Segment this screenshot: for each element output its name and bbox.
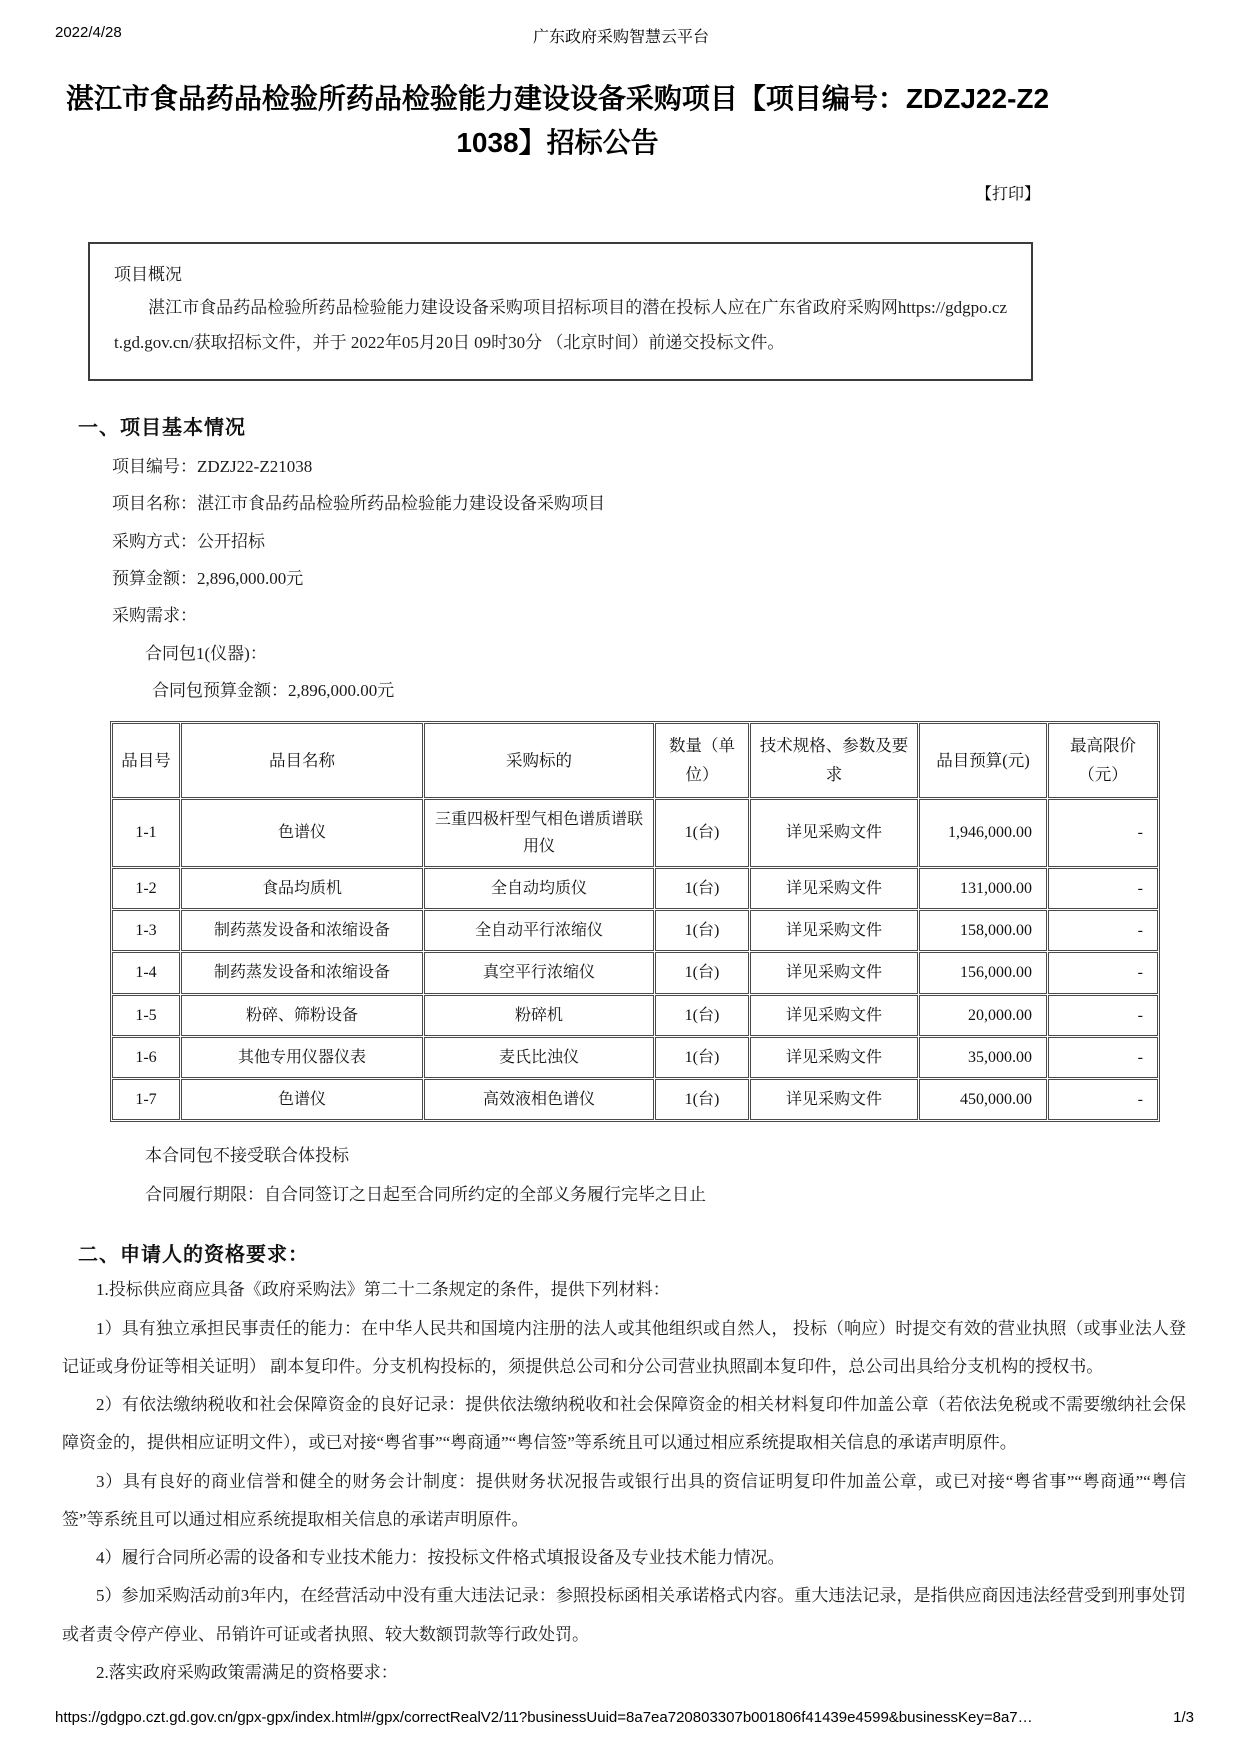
procurement-target-cell: 全自动平行浓缩仪 [424, 910, 654, 951]
print-date: 2022/4/28 [55, 24, 122, 41]
spec-cell: 详见采购文件 [750, 868, 918, 909]
qualification-paragraphs [62, 1271, 1186, 1692]
item-no-cell: 1-6 [112, 1037, 180, 1078]
quantity-cell: 1(台) [655, 1079, 749, 1120]
overview-label: 项目概况 [114, 265, 182, 285]
print-button-row [0, 181, 1040, 204]
items-table-header-cell: 品目预算(元) [919, 723, 1047, 797]
table-row [112, 910, 1158, 951]
qualification-paragraph: 4）履行合同所必需的设备和专业技术能力：按投标文件格式填报设备及专业技术能力情况。 [96, 1548, 785, 1568]
quantity-cell: 1(台) [655, 952, 749, 993]
items-table-header-cell: 品目号 [112, 723, 180, 797]
budget-cell: 158,000.00 [919, 910, 1047, 951]
item-name-cell: 制药蒸发设备和浓缩设备 [181, 952, 423, 993]
item-no-cell: 1-1 [112, 799, 180, 867]
item-no-cell: 1-4 [112, 952, 180, 993]
items-table-head [112, 723, 1158, 797]
budget-cell: 35,000.00 [919, 1037, 1047, 1078]
items-table-header-cell: 技术规格、参数及要求 [750, 723, 918, 797]
procurement-target-cell: 三重四极杆型气相色谱质谱联用仪 [424, 799, 654, 867]
price-limit-cell: - [1048, 910, 1158, 951]
qualification-paragraph: 2.落实政府采购政策需满足的资格要求： [96, 1662, 398, 1682]
qualification-paragraph: 1）具有独立承担民事责任的能力：在中华人民共和国境内注册的法人或其他组织或自然人， 投标（响应）时提交有效的营业执照（或事业法人登记证或身份证等相关证明） 副本复印件。分支机构投标的，须提供总公司和分公司营业执照副本复印件，总公司出具给分支机构的授权书。 [62, 1318, 1186, 1376]
quantity-cell: 1(台) [655, 910, 749, 951]
package-note-line: 合同履行期限：自合同签订之日起至合同所约定的全部义务履行完毕之日止 [145, 1185, 706, 1205]
item-no-cell: 1-7 [112, 1079, 180, 1120]
footer-url: https://gdgpo.czt.gd.gov.cn/gpx-gpx/index.html#/gpx/correctRealV2/11?businessUuid=8a7ea720803307b001806f41439e4599&businessKey=8a7… [55, 1709, 1033, 1726]
budget-cell: 1,946,000.00 [919, 799, 1047, 867]
item-name-cell: 制药蒸发设备和浓缩设备 [181, 910, 423, 951]
quantity-cell: 1(台) [655, 799, 749, 867]
spec-cell: 详见采购文件 [750, 1037, 918, 1078]
procurement-items-table [110, 721, 1160, 1122]
quantity-cell: 1(台) [655, 1037, 749, 1078]
table-row [112, 799, 1158, 867]
project-info-line: 采购需求： [112, 606, 197, 626]
print-footer [55, 1709, 1194, 1726]
item-name-cell: 色谱仪 [181, 799, 423, 867]
package-label: 合同包1(仪器)： [145, 643, 267, 663]
table-row [112, 995, 1158, 1036]
spec-cell: 详见采购文件 [750, 1079, 918, 1120]
item-name-cell: 食品均质机 [181, 868, 423, 909]
project-info-list [112, 448, 1242, 635]
package-note-line: 本合同包不接受联合体投标 [145, 1146, 349, 1166]
price-limit-cell: - [1048, 1037, 1158, 1078]
spec-cell: 详见采购文件 [750, 995, 918, 1036]
footer-page-indicator: 1/3 [1173, 1709, 1194, 1726]
procurement-target-cell: 麦氏比浊仪 [424, 1037, 654, 1078]
table-row [112, 1079, 1158, 1120]
budget-cell: 450,000.00 [919, 1079, 1047, 1120]
item-name-cell: 其他专用仪器仪表 [181, 1037, 423, 1078]
qualification-paragraph: 2）有依法缴纳税收和社会保障资金的良好记录：提供依法缴纳税收和社会保障资金的相关材料复印件加盖公章（若依法免税或不需要缴纳社会保障资金的，提供相应证明文件），或已对接“粤省事”“粤商通”“粤信签”等系统且可以通过相应系统提取相关信息的承诺声明原件。 [62, 1395, 1186, 1453]
budget-cell: 131,000.00 [919, 868, 1047, 909]
procurement-target-cell: 全自动均质仪 [424, 868, 654, 909]
section2-heading: 二、申请人的资格要求： [78, 1244, 309, 1267]
budget-cell: 156,000.00 [919, 952, 1047, 993]
package-budget: 合同包预算金额：2,896,000.00元 [152, 681, 395, 701]
price-limit-cell: - [1048, 1079, 1158, 1120]
items-table-header-cell: 数量（单位） [655, 723, 749, 797]
budget-cell: 20,000.00 [919, 995, 1047, 1036]
price-limit-cell: - [1048, 995, 1158, 1036]
procurement-target-cell: 真空平行浓缩仪 [424, 952, 654, 993]
spec-cell: 详见采购文件 [750, 910, 918, 951]
project-info-line: 项目编号：ZDZJ22-Z21038 [112, 456, 313, 476]
project-info-line: 项目名称：湛江市食品药品检验所药品检验能力建设设备采购项目 [112, 494, 605, 514]
project-info-line: 采购方式：公开招标 [112, 531, 265, 551]
project-overview-box [88, 242, 1033, 380]
package-notes [145, 1136, 1242, 1214]
price-limit-cell: - [1048, 868, 1158, 909]
item-no-cell: 1-3 [112, 910, 180, 951]
items-table-header-row [112, 723, 1158, 797]
procurement-target-cell: 粉碎机 [424, 995, 654, 1036]
qualification-paragraph: 5）参加采购活动前3年内，在经营活动中没有重大违法记录：参照投标函相关承诺格式内容。重大违法记录，是指供应商因违法经营受到刑事处罚或者责令停产停业、吊销许可证或者执照、较大数额罚款等行政处罚。 [62, 1586, 1186, 1644]
items-table-body [112, 799, 1158, 1121]
project-info-line: 预算金额：2,896,000.00元 [112, 568, 304, 588]
item-name-cell: 粉碎、筛粉设备 [181, 995, 423, 1036]
items-table-header-cell: 采购标的 [424, 723, 654, 797]
table-row [112, 1037, 1158, 1078]
spec-cell: 详见采购文件 [750, 799, 918, 867]
page-title: 湛江市食品药品检验所药品检验能力建设设备采购项目【项目编号：ZDZJ22-Z21038】招标公告 [65, 83, 1050, 159]
quantity-cell: 1(台) [655, 995, 749, 1036]
spec-cell: 详见采购文件 [750, 952, 918, 993]
qualification-paragraph: 1.投标供应商应具备《政府采购法》第二十二条规定的条件，提供下列材料： [96, 1280, 670, 1300]
print-header [0, 0, 1242, 46]
item-no-cell: 1-5 [112, 995, 180, 1036]
overview-text: 湛江市食品药品检验所药品检验能力建设设备采购项目招标项目的潜在投标人应在广东省政府采购网https://gdgpo.czt.gd.gov.cn/获取招标文件，并于 2022年05月20日 09时30分 （北京时间）前递交投标文件。 [114, 298, 1007, 352]
items-table-header-cell: 品目名称 [181, 723, 423, 797]
qualification-paragraph: 3）具有良好的商业信誉和健全的财务会计制度：提供财务状况报告或银行出具的资信证明复印件加盖公章，或已对接“粤省事”“粤商通”“粤信签”等系统且可以通过相应系统提取相关信息的承诺声明原件。 [62, 1471, 1186, 1529]
items-table-header-cell: 最高限价（元） [1048, 723, 1158, 797]
item-no-cell: 1-2 [112, 868, 180, 909]
section1-heading: 一、项目基本情况 [78, 416, 246, 439]
item-name-cell: 色谱仪 [181, 1079, 423, 1120]
table-row [112, 868, 1158, 909]
procurement-target-cell: 高效液相色谱仪 [424, 1079, 654, 1120]
table-row [112, 952, 1158, 993]
price-limit-cell: - [1048, 952, 1158, 993]
quantity-cell: 1(台) [655, 868, 749, 909]
print-button[interactable]: 【打印】 [975, 186, 1040, 204]
site-title: 广东政府采购智慧云平台 [532, 29, 709, 46]
price-limit-cell: - [1048, 799, 1158, 867]
